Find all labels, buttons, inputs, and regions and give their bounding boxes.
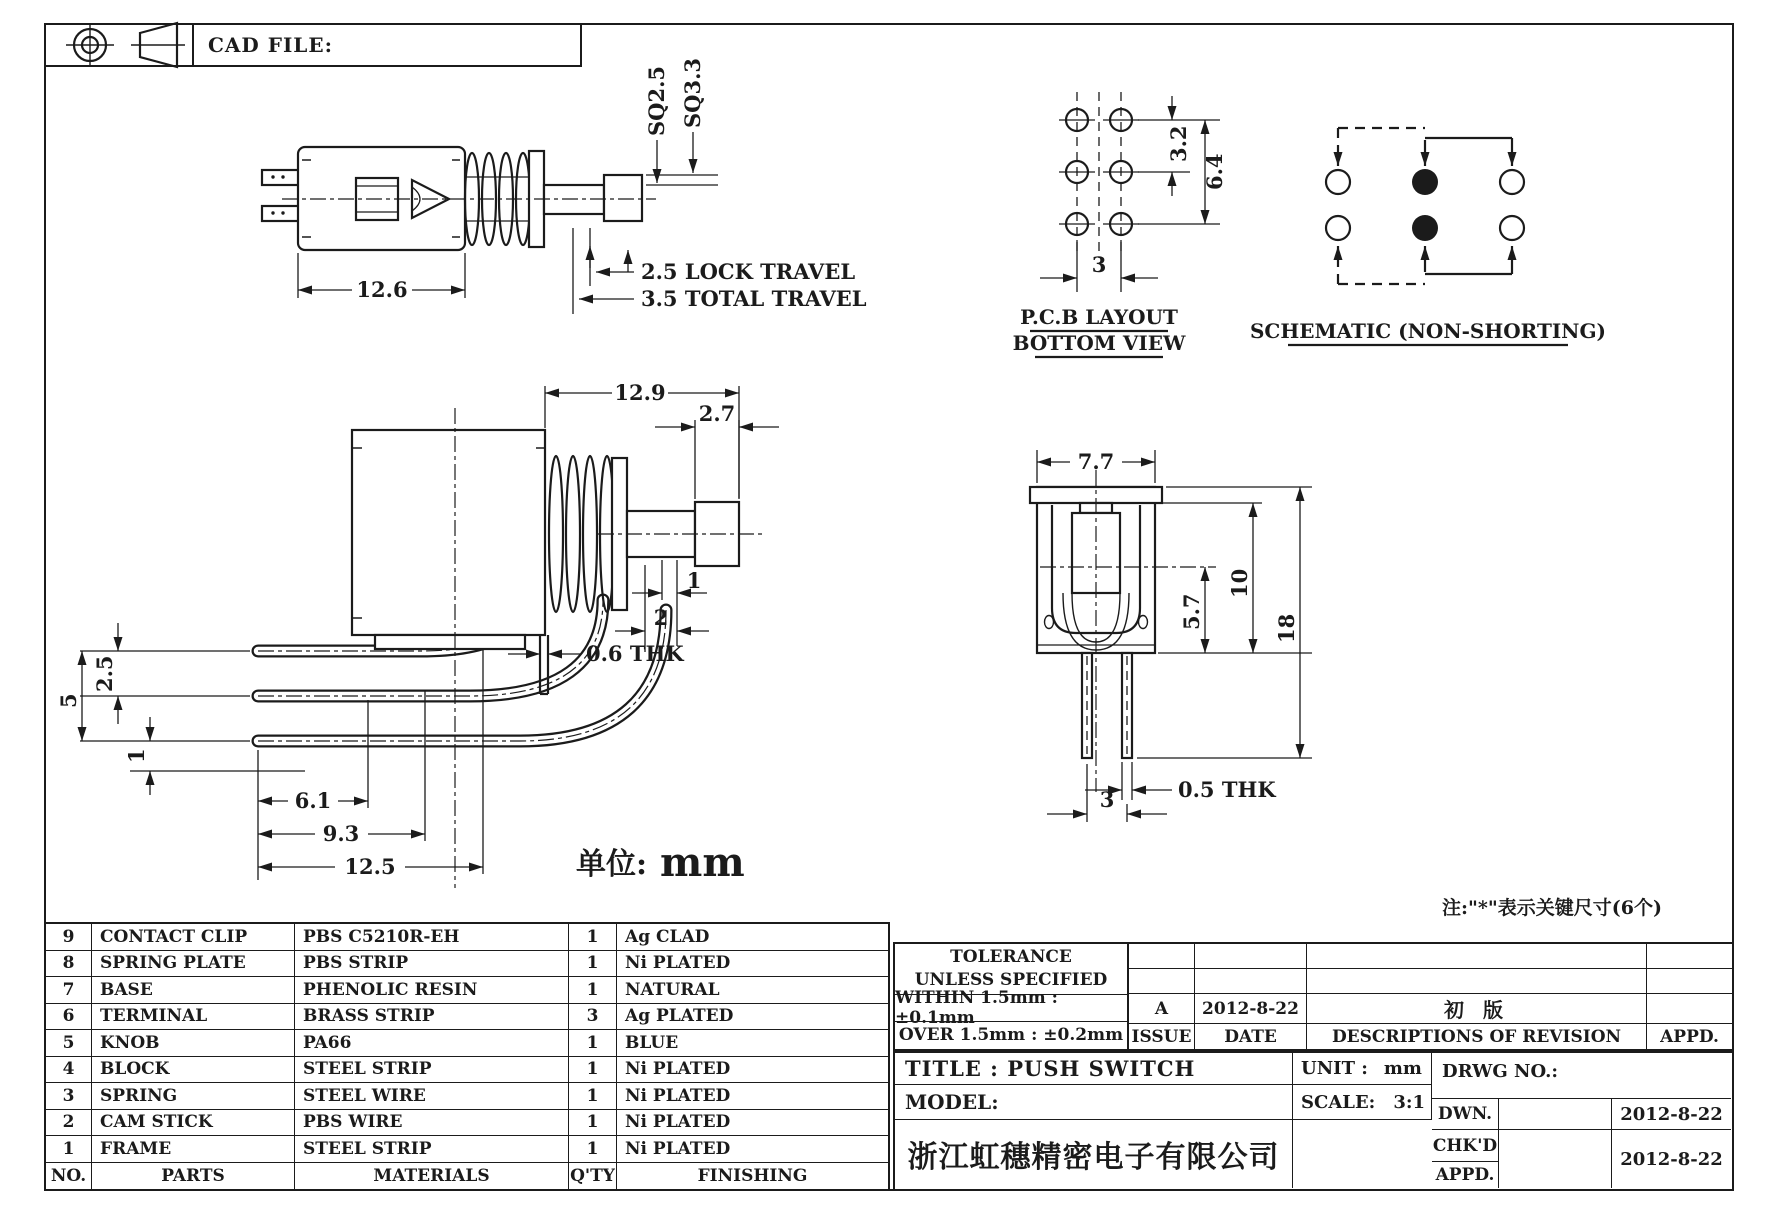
chkd-signature-cell <box>1499 1130 1612 1188</box>
column-header-parts: PARTS <box>92 1163 295 1190</box>
table-cell: 2 <box>46 1110 92 1137</box>
schematic-label: SCHEMATIC (NON-SHORTING) <box>1249 319 1607 343</box>
scale-cell <box>1293 1085 1432 1120</box>
unit-label: 单位: <box>576 847 648 882</box>
appd-date: 2012-8-22 <box>1620 1148 1723 1170</box>
unit-value: mm <box>660 839 745 886</box>
table-cell: BRASS STRIP <box>295 1004 569 1031</box>
revision-cell <box>1647 969 1732 994</box>
dim-col-pitch: 3 <box>1091 252 1107 277</box>
table-cell: SPRING <box>92 1083 295 1110</box>
dwn-label: DWN. <box>1432 1099 1499 1130</box>
revision-header-appd: APPD. <box>1660 1026 1719 1047</box>
scale-cell-label: SCALE: <box>1301 1091 1376 1113</box>
table-cell: BLOCK <box>92 1057 295 1084</box>
revision-cell <box>1195 969 1307 994</box>
dim-inner-height: 5.7 <box>1179 593 1204 630</box>
table-cell: 9 <box>46 924 92 951</box>
table-cell: 3 <box>569 1004 617 1031</box>
revision-header-issue: ISSUE <box>1129 1024 1195 1049</box>
revision-issue: A <box>1129 994 1195 1024</box>
company-name: 浙江虹穗精密电子有限公司 <box>895 1120 1293 1188</box>
table-cell: CAM STICK <box>92 1110 295 1137</box>
table-cell: Ni PLATED <box>617 951 888 978</box>
dim-leg-span: 5 <box>56 693 81 708</box>
revision-cell <box>1307 969 1647 994</box>
drawing-title: TITLE : PUSH SWITCH <box>895 1053 1293 1085</box>
table-cell: 1 <box>569 1110 617 1137</box>
table-cell: PBS WIRE <box>295 1110 569 1137</box>
table-cell: 6 <box>46 1004 92 1031</box>
dim-w1: 6.1 <box>294 788 332 813</box>
table-cell: CONTACT CLIP <box>92 924 295 951</box>
cad-file-box <box>192 23 582 67</box>
tolerance-block <box>893 942 1129 1051</box>
table-cell: PBS STRIP <box>295 951 569 978</box>
table-cell: Ni PLATED <box>617 1136 888 1163</box>
table-cell: 1 <box>569 1057 617 1084</box>
revision-cell <box>1647 994 1732 1024</box>
table-cell: Ag PLATED <box>617 1004 888 1031</box>
table-cell: 3 <box>46 1083 92 1110</box>
bottom-view-label: BOTTOM VIEW <box>1012 331 1186 355</box>
dim-shaft-sq: SQ2.5 <box>644 66 669 136</box>
table-cell: Ni PLATED <box>617 1110 888 1137</box>
projection-symbol-box <box>44 23 194 67</box>
dim-leg-thk: 0.5 THK <box>1178 777 1276 802</box>
tolerance-subtitle: UNLESS SPECIFIED <box>914 970 1108 990</box>
revision-cell <box>1129 944 1195 969</box>
table-cell: 8 <box>46 951 92 978</box>
table-cell: Ni PLATED <box>617 1083 888 1110</box>
title-block <box>893 1051 1734 1191</box>
dim-leg-pitch: 2.5 <box>92 655 117 692</box>
table-cell: FRAME <box>92 1136 295 1163</box>
revision-cell <box>1129 969 1195 994</box>
revision-cell <box>1307 944 1647 969</box>
dim-frame-height: 10 <box>1227 568 1252 598</box>
dim-front-width: 7.7 <box>1077 449 1115 474</box>
table-cell: 1 <box>569 951 617 978</box>
table-cell: STEEL STRIP <box>295 1057 569 1084</box>
table-cell: STEEL WIRE <box>295 1083 569 1110</box>
tolerance-over: OVER 1.5mm : ±0.2mm <box>898 1024 1124 1045</box>
key-dimension-note: 注:"*"表示关键尺寸(6个) <box>1442 897 1662 919</box>
tolerance-title: TOLERANCE <box>950 947 1072 968</box>
table-cell: SPRING PLATE <box>92 951 295 978</box>
dim-d1: 1 <box>686 568 702 593</box>
column-header-finishing: FINISHING <box>697 1165 808 1186</box>
dim-d2: 2 <box>653 605 669 630</box>
table-cell: 1 <box>569 977 617 1004</box>
table-cell: 1 <box>569 1030 617 1057</box>
dim-lock-travel: 2.5 LOCK TRAVEL <box>641 259 856 284</box>
revision-cell <box>1647 944 1732 969</box>
table-cell: 1 <box>569 1136 617 1163</box>
tolerance-within: WITHIN 1.5mm : ±0.1mm <box>895 994 1127 1022</box>
dim-row-pitch: 3.2 <box>1166 125 1191 162</box>
table-cell: TERMINAL <box>92 1004 295 1031</box>
scale-cell-value: 3:1 <box>1393 1091 1426 1113</box>
dim-row-span: 6.4 <box>1202 153 1227 190</box>
parts-table <box>44 922 890 1191</box>
revision-header-date: DATE <box>1195 1024 1307 1049</box>
dim-body-width: 12.6 <box>356 277 408 302</box>
revision-cell <box>1195 944 1307 969</box>
table-cell: BLUE <box>617 1030 888 1057</box>
dim-w3: 12.5 <box>344 854 396 879</box>
revision-date: 2012-8-22 <box>1195 994 1307 1024</box>
table-cell: 5 <box>46 1030 92 1057</box>
table-cell: 4 <box>46 1057 92 1084</box>
dim-w2: 9.3 <box>322 821 360 846</box>
table-cell: 7 <box>46 977 92 1004</box>
unit-cell-label: UNIT : <box>1301 1058 1368 1079</box>
table-cell: PA66 <box>295 1030 569 1057</box>
table-cell: NATURAL <box>617 977 888 1004</box>
column-header-no: NO. <box>46 1163 92 1190</box>
column-header-materials: MATERIALS <box>295 1163 569 1190</box>
unit-cell-value: mm <box>1383 1058 1422 1079</box>
revision-table <box>1129 942 1734 1051</box>
cad-file-label: CAD FILE: <box>208 33 333 57</box>
dim-total-length: 12.9 <box>614 380 666 405</box>
unit-cell <box>1293 1053 1432 1085</box>
table-cell: Ag CLAD <box>617 924 888 951</box>
dim-total-height: 18 <box>1274 613 1299 643</box>
table-cell: KNOB <box>92 1030 295 1057</box>
dwn-date: 2012-8-22 <box>1612 1099 1731 1130</box>
table-cell: PBS C5210R-EH <box>295 924 569 951</box>
drwg-no-label: DRWG NO.: <box>1432 1053 1731 1099</box>
table-cell: 1 <box>46 1136 92 1163</box>
dim-front-leg-pitch: 3 <box>1099 787 1115 812</box>
table-cell: PHENOLIC RESIN <box>295 977 569 1004</box>
chkd-label: CHK'D <box>1432 1130 1499 1162</box>
dwn-signature-cell <box>1499 1099 1612 1130</box>
dim-frame-thk: 0.6 THK <box>586 641 684 666</box>
revision-description: 初 版 <box>1307 994 1647 1024</box>
table-cell: STEEL STRIP <box>295 1136 569 1163</box>
table-cell: BASE <box>92 977 295 1004</box>
appd-label: APPD. <box>1432 1162 1499 1188</box>
dim-cap-length: 2.7 <box>698 401 736 426</box>
table-cell: 1 <box>569 924 617 951</box>
table-cell: 1 <box>569 1083 617 1110</box>
column-header-qty: Q'TY <box>569 1163 617 1190</box>
pcb-layout-label: P.C.B LAYOUT <box>1020 305 1178 329</box>
dim-total-travel: 3.5 TOTAL TRAVEL <box>641 286 867 311</box>
dim-cap-sq: SQ3.3 <box>680 58 705 128</box>
revision-header-description: DESCRIPTIONS OF REVISION <box>1307 1024 1647 1049</box>
model-label: MODEL: <box>895 1085 1293 1120</box>
table-cell: Ni PLATED <box>617 1057 888 1084</box>
dim-leg-end: 1 <box>124 748 149 763</box>
